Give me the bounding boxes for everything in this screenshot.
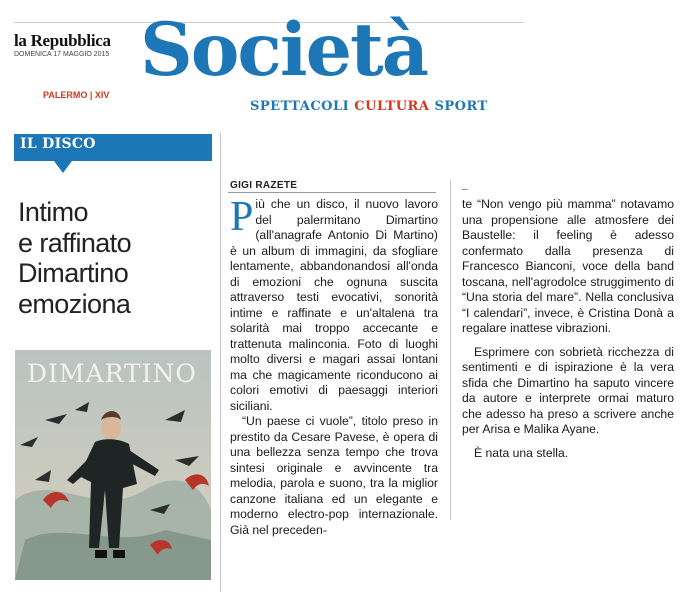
section-title: Società bbox=[140, 7, 428, 93]
continuation-dash: – bbox=[462, 184, 468, 195]
headline-line: Intimo bbox=[18, 197, 88, 227]
paper-name: la Repubblica bbox=[14, 31, 111, 50]
cover-artist-name: DIMARTINO bbox=[27, 359, 197, 388]
paragraph: “Un paese ci vuole”, titolo preso in prestito da Cesare Pavese, è opera di una bellezza senza tempo che trova sintesi originale e avvincente tra melodia, parola e suono, tra la miglior canzone italiana ed un elegante e moderno electro-pop internazionale. Già nel preceden- bbox=[230, 414, 438, 537]
column-divider bbox=[220, 132, 221, 592]
headline-line: e raffinato bbox=[18, 227, 131, 258]
drop-cap: P bbox=[230, 194, 254, 240]
masthead bbox=[14, 32, 134, 58]
page-section-number: XIV bbox=[94, 90, 110, 100]
article-column-2 bbox=[462, 197, 674, 461]
subsection-spettacoli: SPETTACOLI bbox=[250, 99, 350, 114]
issue-date: DOMENICA 17 MAGGIO 2015 bbox=[14, 51, 110, 58]
tag-pointer bbox=[54, 161, 72, 173]
album-cover-illustration bbox=[15, 350, 211, 580]
city-label: PALERMO | XIV bbox=[43, 90, 110, 100]
city-name: PALERMO bbox=[43, 90, 88, 100]
paragraph-text: iù che un disco, il nuovo lavoro del palermitano Dimartino (all'anagrafe Antonio Di Martino) è un album di immagini, da sfogliare lentamente, abbandonandosi all'onda di emozioni che ognuna suscita attraverso testi evocativi, sonorità intime e raffinate e un'altalena tra solarità mai troppo accecante e trattenuta malinconia. Foto di luoghi molto diversi e magari assai lontani ma che magicamente riconducono ai colori emotivi di paesaggi interiori siciliani. bbox=[230, 197, 438, 413]
byline: GIGI RAZETE bbox=[230, 180, 298, 191]
article-column-1 bbox=[230, 194, 438, 538]
subsection-cultura: CULTURA bbox=[354, 99, 430, 114]
paragraph: te “Non vengo più mamma” notavamo una propensione alle atmosfere dei Baustelle: il feeling è adesso confermato dalla presenza di Francesco Bianconi, voce della band toscana, nell'agrodolce struggimento di “Una storia del mare”. Nella conclusiva “I calendari”, invece, è Cristina Donà a regalare inattese vibrazioni. bbox=[462, 197, 674, 335]
byline-rule bbox=[228, 192, 436, 193]
section-tag: IL DISCO bbox=[20, 136, 96, 152]
column-divider bbox=[450, 180, 451, 520]
headline-line: Dimartino bbox=[18, 258, 129, 288]
paragraph bbox=[230, 194, 438, 414]
section-subtitle bbox=[250, 99, 488, 114]
paragraph: Esprimere con sobrietà ricchezza di sentimenti e di ispirazione è la vera sfida che Dimartino ha saputo vincere da autore e interprete ormai maturo che adesso ha preso a scrivere anche per Arisa e Malika Ayane. bbox=[462, 344, 674, 436]
headline-line: emoziona bbox=[18, 288, 131, 319]
album-cover bbox=[15, 350, 211, 580]
subsection-sport: SPORT bbox=[434, 99, 488, 114]
headline bbox=[18, 197, 208, 319]
paragraph: È nata una stella. bbox=[474, 445, 569, 460]
